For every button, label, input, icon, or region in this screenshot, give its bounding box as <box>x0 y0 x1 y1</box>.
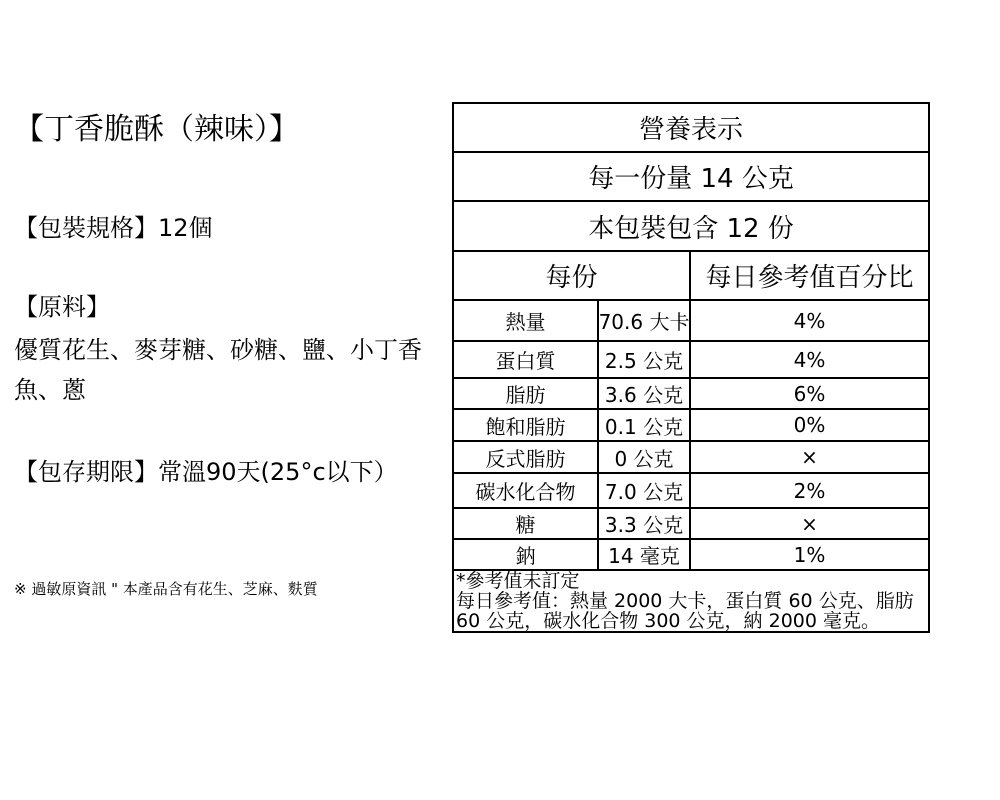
ingredients-label: 【原料】 <box>14 293 110 321</box>
nutrient-amount: 70.6 大卡 <box>599 301 689 340</box>
ingredients-line-2: 魚、蔥 <box>14 376 86 404</box>
servings-per-package: 本包裝包含 12 份 <box>454 202 928 250</box>
nutrient-daily-value: 1% <box>691 540 928 569</box>
shelf-life: 【包存期限】常溫90天(25°c以下） <box>14 458 398 486</box>
nutrient-name: 鈉 <box>454 540 597 569</box>
nutrient-amount: 7.0 公克 <box>599 474 689 507</box>
nutrient-name: 蛋白質 <box>454 342 597 377</box>
nutrition-footnote <box>454 571 928 631</box>
nutrient-amount: 3.6 公克 <box>599 379 689 408</box>
nutrition-title: 營養表示 <box>454 104 928 151</box>
footnote-reference-line-1: 每日參考值：熱量 2000 大卡，蛋白質 60 公克、脂肪 <box>456 590 914 612</box>
footnote-reference-line-2: 60 公克，碳水化合物 300 公克，納 2000 毫克。 <box>456 610 880 632</box>
package-spec: 【包裝規格】12個 <box>14 214 213 242</box>
daily-value-header: 每日參考值百分比 <box>691 252 928 299</box>
nutrient-daily-value: 0% <box>691 410 928 440</box>
nutrient-daily-value: 4% <box>691 301 928 340</box>
nutrient-amount: 0.1 公克 <box>599 410 689 440</box>
nutrient-name: 脂肪 <box>454 379 597 408</box>
nutrient-amount: 0 公克 <box>599 442 689 472</box>
nutrient-name: 碳水化合物 <box>454 474 597 507</box>
product-title: 【丁香脆酥（辣味）】 <box>14 112 299 147</box>
nutrient-daily-value: 6% <box>691 379 928 408</box>
nutrient-daily-value: × <box>691 442 928 472</box>
nutrient-amount: 2.5 公克 <box>599 342 689 377</box>
nutrition-table <box>452 102 930 633</box>
nutrient-name: 反式脂肪 <box>454 442 597 472</box>
serving-size: 每一份量 14 公克 <box>454 153 928 200</box>
ingredients-line-1: 優質花生、麥芽糖、砂糖、鹽、小丁香 <box>14 336 422 364</box>
nutrient-amount: 14 毫克 <box>599 540 689 569</box>
footnote-unset-note: *參考值未訂定 <box>456 570 580 592</box>
per-serving-header: 每份 <box>454 252 689 299</box>
nutrient-daily-value: 4% <box>691 342 928 377</box>
nutrient-amount: 3.3 公克 <box>599 509 689 538</box>
allergen-info: ※ 過敏原資訊 " 本產品含有花生、芝麻、麩質 <box>14 580 318 598</box>
nutrient-name: 熱量 <box>454 301 597 340</box>
nutrient-daily-value: × <box>691 509 928 538</box>
nutrient-name: 糖 <box>454 509 597 538</box>
nutrient-name: 飽和脂肪 <box>454 410 597 440</box>
nutrient-daily-value: 2% <box>691 474 928 507</box>
